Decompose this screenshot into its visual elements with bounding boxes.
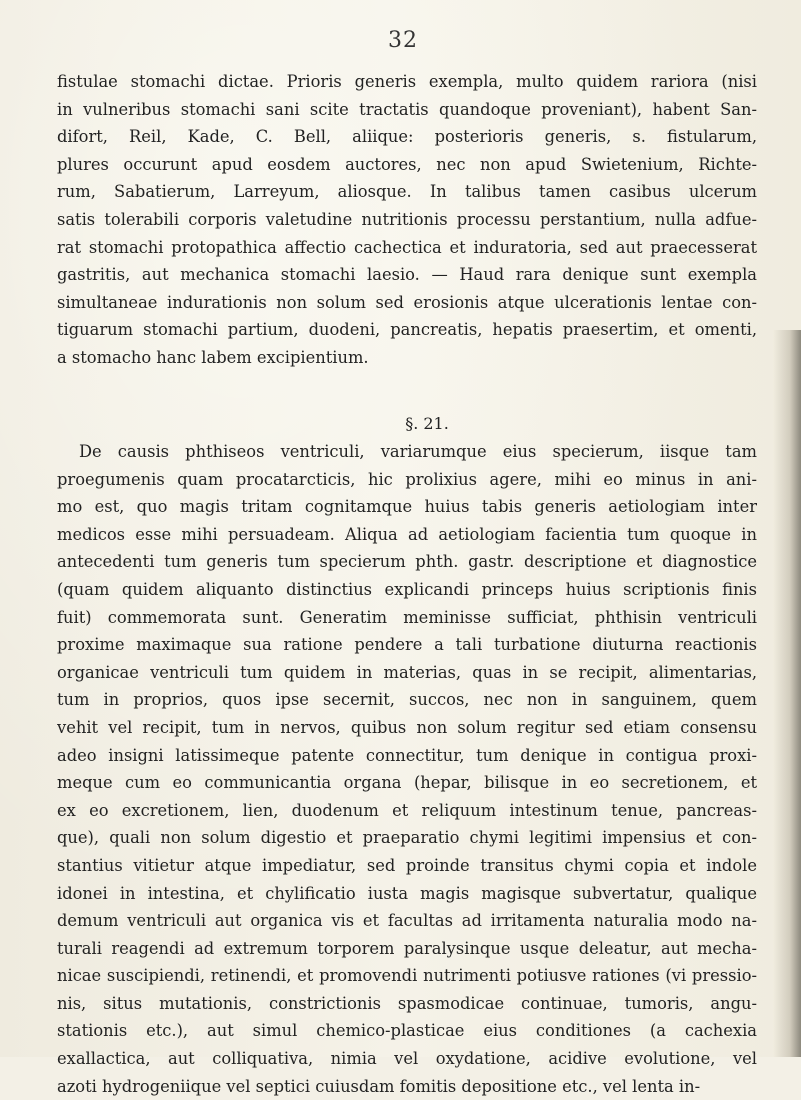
text-line: gastritis, aut mechanica stomachi laesio. — Haud rara denique sunt exempla [57,265,757,285]
text-line: proxime maximaque sua ratione pendere a tali turbatione diuturna reactionis [57,635,757,655]
paragraph-1 [57,68,757,372]
paragraph-2 [57,438,757,1100]
text-line: rat stomachi protopathica affectio cachectica et induratoria, sed aut praecesserat [57,237,757,257]
text-line: vehit vel recipit, tum in nervos, quibus non solum regitur sed etiam consensu [57,717,757,737]
text-line: que), quali non solum digestio et praeparatio chymi legitimi impensius et con- [57,828,757,848]
text-line: difort, Reil, Kade, C. Bell, aliique: posterioris generis, s. fistularum, [57,127,757,147]
text-line: meque cum eo communicantia organa (hepar, bilisque in eo secretionem, et [57,773,757,793]
text-line: exallactica, aut colliquativa, nimia vel oxydatione, acidive evolutione, vel [57,1049,757,1069]
text-line: mo est, quo magis tritam cognitamque huius tabis generis aetiologiam inter [57,497,757,517]
section-mark: §. 21. [405,414,449,433]
text-line: a stomacho hanc labem excipientium. [57,347,369,367]
text-line: turali reagendi ad extremum torporem paralysinque usque deleatur, aut mecha- [57,938,757,958]
text-line: plures occurunt apud eosdem auctores, nec non apud Swietenium, Richte- [57,154,757,174]
text-line: demum ventriculi aut organica vis et facultas ad irritamenta naturalia modo na- [57,911,757,931]
text-line: tum in proprios, quos ipse secernit, succos, nec non in sanguinem, quem [57,690,757,710]
page-number: 32 [388,28,418,53]
text-line: azoti hydrogeniique vel septici cuiusdam fomitis depositione etc., vel lenta in- [57,1076,701,1096]
text-line: satis tolerabili corporis valetudine nutritionis processu perstantium, nulla adfue- [57,209,757,229]
text-line: idonei in intestina, et chylificatio iusta magis magisque subvertatur, qualique [57,883,757,903]
text-line: in vulneribus stomachi sani scite tractatis quandoque proveniant), habent San- [57,99,757,119]
text-line: (quam quidem aliquanto distinctius explicandi princeps huius scriptionis finis [57,579,757,599]
text-line: rum, Sabatierum, Larreyum, aliosque. In talibus tamen casibus ulcerum [57,182,757,202]
text-line: proegumenis quam procatarcticis, hic prolixius agere, mihi eo minus in ani- [57,469,757,489]
text-line: nicae suscipiendi, retinendi, et promovendi nutrimenti potiusve rationes (vi pressio- [57,966,757,986]
page-edge-shadow [773,330,801,1057]
text-line: fistulae stomachi dictae. Prioris generis exempla, multo quidem rariora (nisi [57,72,757,91]
text-line: De causis phthiseos ventriculi, variarumque eius specierum, iisque tam [79,442,757,461]
section-heading-wrap [57,412,757,436]
text-line: ex eo excretionem, lien, duodenum et reliquum intestinum tenue, pancreas- [57,800,757,820]
text-line: fuit) commemorata sunt. Generatim meminisse sufficiat, phthisin ventriculi [57,607,757,627]
text-line: medicos esse mihi persuadeam. Aliqua ad aetiologiam facientia tum quoque in [57,524,757,544]
text-line: adeo insigni latissimeque patente connectitur, tum denique in contigua proxi- [57,745,757,765]
text-line: nis, situs mutationis, constrictionis spasmodicae continuae, tumoris, angu- [57,993,757,1013]
text-line: organicae ventriculi tum quidem in materias, quas in se recipit, alimentarias, [57,662,757,682]
text-line: stantius vitietur atque impediatur, sed proinde transitus chymi copia et indole [57,855,757,875]
text-line: simultaneae indurationis non solum sed erosionis atque ulcerationis lentae con- [57,292,757,312]
text-line: tiguarum stomachi partium, duodeni, pancreatis, hepatis praesertim, et omenti, [57,320,757,340]
text-line: stationis etc.), aut simul chemico-plasticae eius conditiones (a cachexia [57,1021,757,1041]
text-line: antecedenti tum generis tum specierum phth. gastr. descriptione et diagnostice [57,552,757,572]
